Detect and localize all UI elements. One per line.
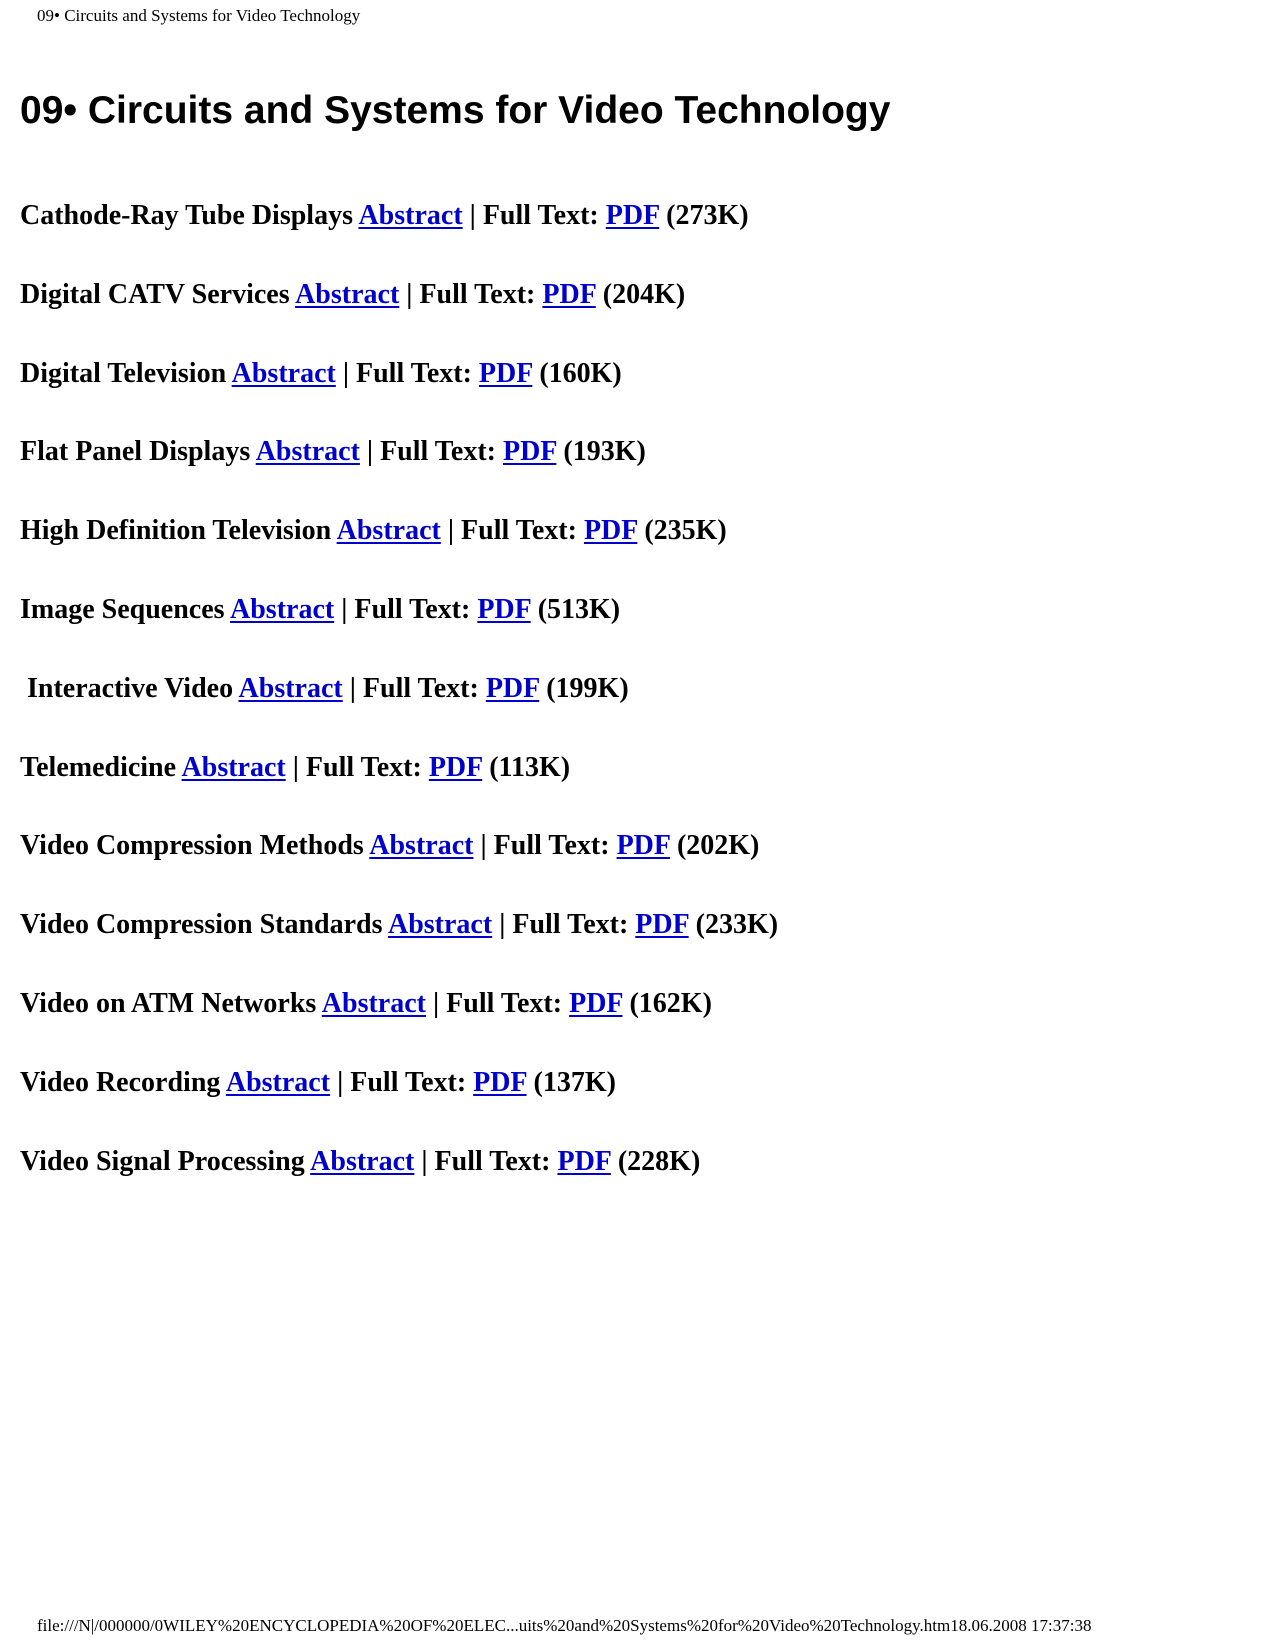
article-entry: [20, 590, 778, 630]
article-entry: [20, 196, 778, 236]
file-size: (202K): [676, 830, 760, 862]
abstract-link[interactable]: Abstract: [336, 515, 441, 547]
separator: |: [469, 200, 476, 231]
file-size: (228K): [617, 1145, 701, 1177]
page-title: 09• Circuits and Systems for Video Technology: [20, 89, 891, 132]
full-text-label: Full Text:: [434, 1145, 551, 1177]
article-entry: [20, 1142, 778, 1182]
pdf-link[interactable]: PDF: [635, 909, 689, 941]
article-title: Flat Panel Displays: [20, 436, 251, 468]
abstract-link[interactable]: Abstract: [238, 672, 343, 704]
article-entry: [20, 905, 778, 945]
abstract-link[interactable]: Abstract: [225, 1066, 331, 1098]
full-text-label: Full Text:: [446, 987, 563, 1019]
article-entry: [20, 432, 778, 472]
separator: |: [499, 909, 506, 941]
file-size: (233K): [695, 909, 779, 941]
file-size: (160K): [539, 357, 622, 389]
article-entry: [20, 748, 778, 788]
file-size: (113K): [489, 751, 571, 783]
article-title: Image Sequences: [20, 593, 225, 625]
article-title: Cathode-Ray Tube Displays: [20, 200, 353, 231]
pdf-link[interactable]: PDF: [478, 357, 533, 389]
pdf-link[interactable]: PDF: [557, 1145, 611, 1177]
article-entry: [20, 354, 778, 394]
abstract-link[interactable]: Abstract: [181, 751, 286, 783]
separator: |: [292, 751, 299, 783]
separator: |: [480, 830, 487, 862]
full-text-label: Full Text:: [356, 357, 472, 389]
full-text-label: Full Text:: [305, 751, 422, 783]
article-entry: [20, 669, 778, 709]
article-title: Video Compression Methods: [20, 830, 364, 862]
abstract-link[interactable]: Abstract: [369, 830, 474, 862]
file-size: (513K): [537, 593, 621, 625]
article-title: Telemedicine: [20, 751, 177, 783]
separator: |: [337, 1066, 344, 1098]
file-size: (199K): [546, 672, 629, 704]
abstract-link[interactable]: Abstract: [255, 436, 360, 468]
separator: |: [366, 436, 374, 468]
article-entry: [20, 275, 778, 315]
article-title: Digital CATV Services: [20, 278, 290, 310]
abstract-link[interactable]: Abstract: [310, 1145, 415, 1177]
separator: |: [421, 1145, 428, 1177]
full-text-label: Full Text:: [512, 909, 629, 941]
full-text-label: Full Text:: [350, 1066, 467, 1098]
file-size: (193K): [563, 436, 646, 468]
separator: |: [433, 987, 440, 1019]
abstract-link[interactable]: Abstract: [358, 200, 463, 231]
article-list: [20, 196, 778, 1220]
file-size: (137K): [533, 1066, 616, 1098]
pdf-link[interactable]: PDF: [477, 593, 531, 625]
pdf-link[interactable]: PDF: [503, 436, 557, 468]
separator: |: [447, 515, 455, 547]
abstract-link[interactable]: Abstract: [387, 909, 493, 941]
separator: |: [349, 672, 356, 704]
separator: |: [406, 278, 413, 310]
separator: |: [342, 357, 349, 389]
file-size: (273K): [666, 200, 749, 231]
article-entry: [20, 511, 778, 551]
article-title: Video Recording: [20, 1066, 221, 1098]
pdf-link[interactable]: PDF: [428, 751, 483, 783]
abstract-link[interactable]: Abstract: [321, 987, 426, 1019]
full-text-label: Full Text:: [362, 672, 479, 704]
pdf-link[interactable]: PDF: [605, 200, 660, 231]
pdf-link[interactable]: PDF: [542, 278, 596, 310]
file-size: (235K): [644, 515, 727, 547]
article-title: Interactive Video: [20, 672, 234, 704]
pdf-link[interactable]: PDF: [473, 1066, 527, 1098]
article-title: Digital Television: [20, 357, 227, 389]
separator: |: [341, 593, 348, 625]
article-entry: [20, 826, 778, 866]
pdf-link[interactable]: PDF: [569, 987, 623, 1019]
abstract-link[interactable]: Abstract: [230, 593, 335, 625]
abstract-link[interactable]: Abstract: [295, 278, 400, 310]
pdf-link[interactable]: PDF: [485, 672, 540, 704]
full-text-label: Full Text:: [461, 515, 577, 547]
full-text-label: Full Text:: [354, 593, 471, 625]
print-footer: file:///N|/000000/0WILEY%20ENCYCLOPEDIA%20OF%20ELEC...uits%20and%20Systems%20for%20Video%20Technology.htm18.06.2008 17:37:38: [37, 1616, 1092, 1635]
pdf-link[interactable]: PDF: [583, 515, 638, 547]
full-text-label: Full Text:: [380, 436, 496, 468]
abstract-link[interactable]: Abstract: [231, 357, 336, 389]
full-text-label: Full Text:: [493, 830, 610, 862]
pdf-link[interactable]: PDF: [616, 830, 670, 862]
file-size: (204K): [602, 278, 686, 310]
full-text-label: Full Text:: [482, 200, 599, 231]
article-title: Video Signal Processing: [20, 1145, 305, 1177]
article-title: High Definition Television: [20, 515, 332, 547]
article-title: Video on ATM Networks: [20, 987, 317, 1019]
file-size: (162K): [629, 987, 712, 1019]
article-entry: [20, 984, 778, 1024]
article-title: Video Compression Standards: [20, 909, 383, 941]
article-entry: [20, 1063, 778, 1103]
full-text-label: Full Text:: [419, 278, 536, 310]
print-header: 09• Circuits and Systems for Video Technology: [37, 6, 361, 25]
